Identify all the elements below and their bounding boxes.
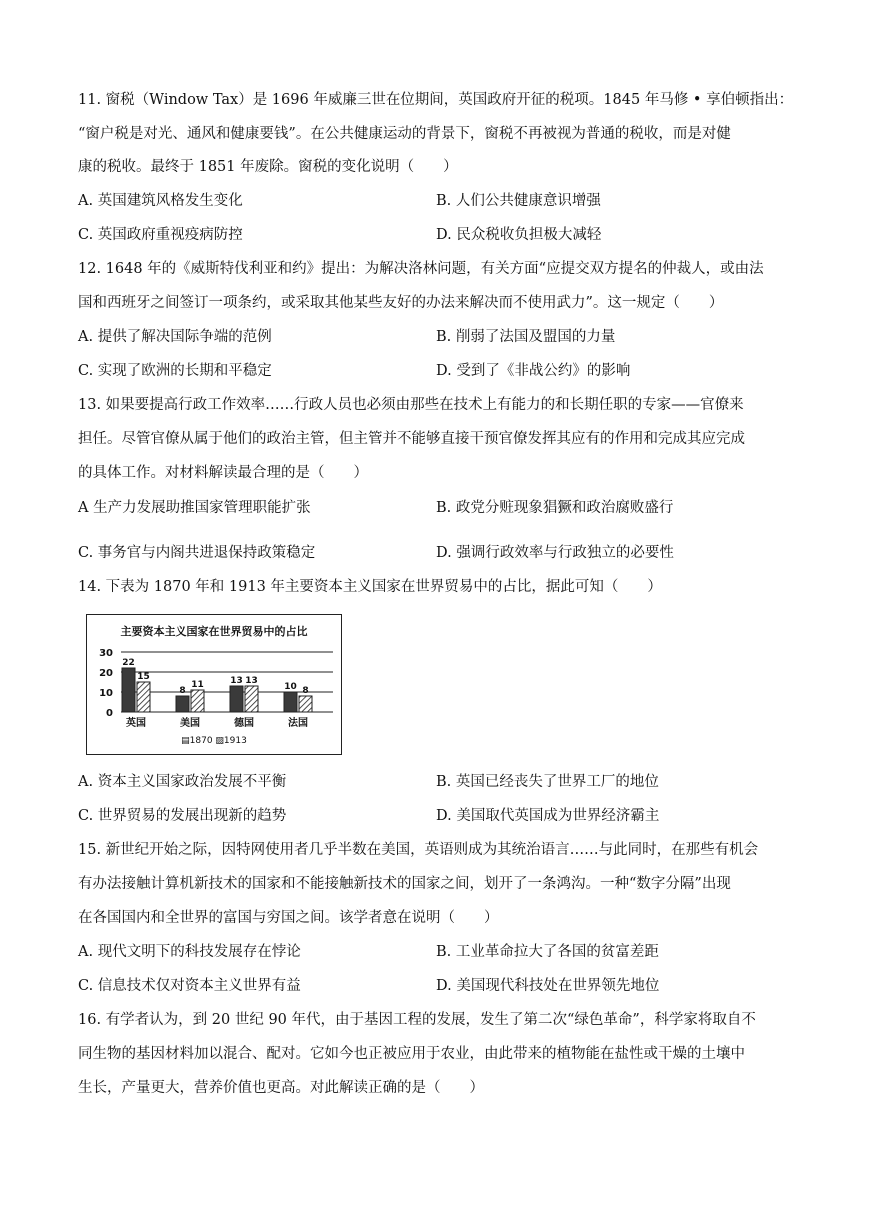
q15-stem-line-2: 有办法接触计算机新技术的国家和不能接触新技术的国家之间，划开了一条鸿沟。一种“数字分隔”出现 (78, 876, 731, 892)
q11-option-b: B. 人们公共健康意识增强 (436, 193, 601, 209)
data-label: 8 (179, 686, 186, 696)
q16-stem-line-1: 16. 有学者认为，到 20 世纪 90 年代，由于基因工程的发展，发生了第二次“绿色革命”，科学家将取自不 (78, 1012, 756, 1028)
q15-option-c: C. 信息技术仅对资本主义世界有益 (78, 978, 301, 994)
data-label: 13 (245, 676, 258, 686)
data-label: 22 (122, 658, 135, 668)
q15-option-b: B. 工业革命拉大了各国的贫富差距 (436, 944, 659, 960)
data-label: 13 (230, 676, 243, 686)
q11-option-d: D. 民众税收负担极大减轻 (436, 227, 602, 243)
q11-stem-line-3: 康的税收。最终于 1851 年废除。窗税的变化说明（ ） (78, 159, 458, 175)
bar-美国-1913 (191, 690, 204, 712)
q16-stem-line-3: 生长，产量更大，营养价值也更高。对此解读正确的是（ ） (78, 1080, 484, 1096)
q13-option-c: C. 事务官与内阁共进退保持政策稳定 (78, 545, 316, 561)
data-label: 11 (191, 680, 204, 690)
q14-option-d: D. 美国取代英国成为世界经济霸主 (436, 808, 660, 824)
q11-stem-line-2: “窗户税是对光、通风和健康要钱”。在公共健康运动的背景下，窗税不再被视为普通的税收，而是对健 (78, 126, 731, 142)
chart-title: 主要资本主义国家在世界贸易中的占比 (120, 625, 308, 638)
q15-option-d: D. 美国现代科技处在世界领先地位 (436, 978, 660, 994)
x-tick-label: 德国 (234, 718, 254, 729)
bar-德国-1913 (245, 686, 258, 712)
trade-share-chart (86, 614, 342, 755)
q11-option-c: C. 英国政府重视疫病防控 (78, 227, 243, 243)
q11-stem-line-1: 11. 窗税（Window Tax）是 1696 年威廉三世在位期间，英国政府开征的税项。1845 年马修 • 享伯顿指出： (78, 92, 794, 108)
q13-option-b: B. 政党分赃现象猖獗和政治腐败盛行 (436, 500, 674, 516)
q14-option-c: C. 世界贸易的发展出现新的趋势 (78, 808, 287, 824)
x-tick-label: 法国 (288, 718, 308, 729)
q15-option-a: A. 现代文明下的科技发展存在悖论 (78, 944, 301, 960)
q11-option-a: A. 英国建筑风格发生变化 (78, 193, 243, 209)
q15-stem-line-3: 在各国国内和全世界的富国与穷国之间。该学者意在说明（ ） (78, 910, 499, 926)
data-label: 15 (137, 672, 150, 682)
y-tick-label: 30 (99, 648, 113, 659)
y-tick-label: 20 (99, 668, 113, 679)
y-tick-label: 0 (106, 708, 113, 719)
bar-美国-1870 (176, 696, 189, 712)
bar-英国-1913 (137, 682, 150, 712)
q14-option-b: B. 英国已经丧失了世界工厂的地位 (436, 774, 659, 790)
q13-stem-line-3: 的具体工作。对材料解读最合理的是（ ） (78, 465, 368, 481)
q14-option-a: A. 资本主义国家政治发展不平衡 (78, 774, 287, 790)
q13-stem-line-2: 担任。尽管官僚从属于他们的政治主管，但主管并不能够直接干预官僚发挥其应有的作用和完成其应完成 (78, 431, 745, 447)
q12-option-d: D. 受到了《非战公约》的影响 (436, 363, 631, 379)
q13-option-a: A 生产力发展助推国家管理职能扩张 (78, 500, 311, 516)
q15-stem-line-1: 15. 新世纪开始之际，因特网使用者几乎半数在美国，英语则成为其统治语言……与此同时，在那些有机会 (78, 842, 759, 858)
q12-option-a: A. 提供了解决国际争端的范例 (78, 329, 272, 345)
x-tick-label: 英国 (126, 718, 146, 729)
x-tick-label: 美国 (180, 718, 200, 729)
bar-英国-1870 (122, 668, 135, 712)
q12-stem-line-1: 12. 1648 年的《威斯特伐利亚和约》提出：为解决洛林问题，有关方面“应提交双方提名的仲裁人，或由法 (78, 261, 764, 277)
q13-stem-line-1: 13. 如果要提高行政工作效率……行政人员也必须由那些在技术上有能力的和长期任职的专家——官僚来 (78, 397, 744, 413)
bar-法国-1913 (299, 696, 312, 712)
bar-法国-1870 (284, 692, 297, 712)
chart-legend: ▤1870 ▨1913 (181, 736, 247, 746)
q14-stem-line-1: 14. 下表为 1870 年和 1913 年主要资本主义国家在世界贸易中的占比，据此可知（ ） (78, 579, 662, 595)
trade-share-chart-svg (87, 615, 341, 754)
bar-德国-1870 (230, 686, 243, 712)
q13-option-d: D. 强调行政效率与行政独立的必要性 (436, 545, 674, 561)
data-label: 8 (302, 686, 309, 696)
q12-option-b: B. 削弱了法国及盟国的力量 (436, 329, 616, 345)
data-label: 10 (284, 682, 297, 692)
q16-stem-line-2: 同生物的基因材料加以混合、配对。它如今也正被应用于农业，由此带来的植物能在盐性或干燥的土壤中 (78, 1046, 745, 1062)
q12-stem-line-2: 国和西班牙之间签订一项条约，或采取其他某些友好的办法来解决而不使用武力”。这一规定（ ） (78, 295, 724, 311)
y-tick-label: 10 (99, 688, 113, 699)
q12-option-c: C. 实现了欧洲的长期和平稳定 (78, 363, 272, 379)
